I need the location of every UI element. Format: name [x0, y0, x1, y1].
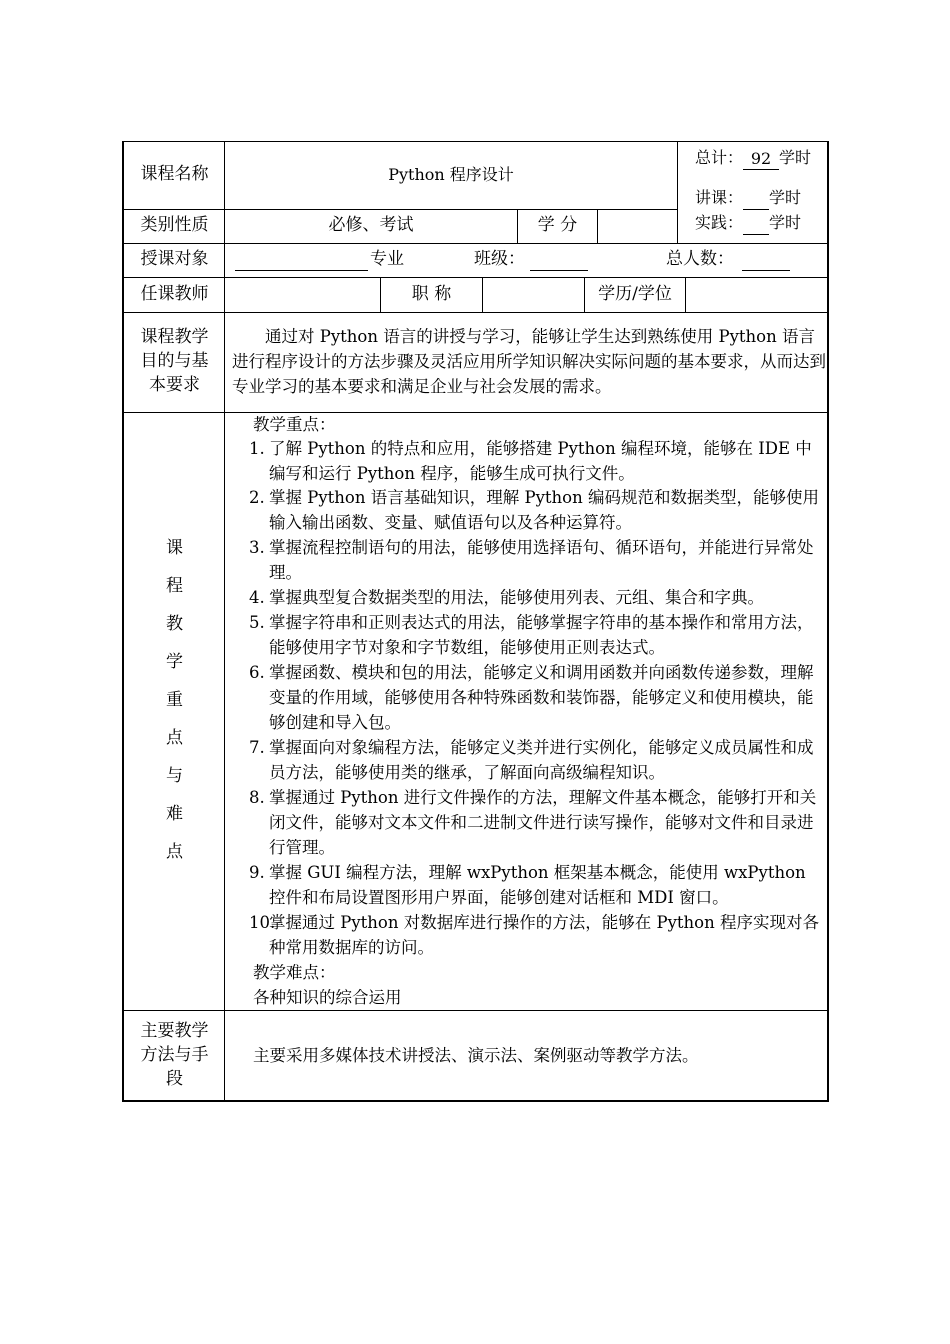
practice-hours	[695, 210, 801, 235]
course-name-label: 课程名称	[140, 164, 209, 184]
divider	[597, 209, 598, 243]
key-item-text: 掌握函数、模块和包的用法，能够定义和调用函数并向函数传递参数，理解变量的作用域，能够使用各种特殊函数和装饰器，能够定义和使用模块，能够创建和导入包。	[269, 663, 814, 732]
key-item-num: 8.	[249, 788, 265, 807]
lecture-blank	[743, 189, 769, 210]
title-label: 职 称	[411, 284, 452, 304]
category-value: 必修、考试	[328, 215, 414, 235]
key-label-char: 难	[166, 804, 183, 824]
major-blank	[235, 270, 368, 271]
key-label-char: 点	[166, 728, 183, 748]
key-label-char: 学	[166, 652, 183, 672]
key-item-num: 2.	[249, 488, 265, 507]
key-item-num: 5.	[249, 613, 265, 632]
practice-blank	[743, 214, 769, 235]
goal-text: 通过对 Python 语言的讲授与学习，能够让学生达到熟练使用 Python 语言进行程序设计的方法步骤及灵活应用所学知识解决实际问题的基本要求，从而达到专业学习的基本要求和满足企业与社会发展的需求。	[232, 327, 826, 396]
total-people-label: 总人数：	[666, 249, 734, 269]
practice-suffix: 学时	[769, 213, 802, 232]
difficulty-heading: 教学难点：	[253, 963, 336, 982]
lecture-suffix: 学时	[769, 188, 802, 207]
key-item-text: 掌握通过 Python 对数据库进行操作的方法，能够在 Python 程序实现对各种常用数据库的访问。	[269, 913, 819, 957]
key-label-char: 程	[166, 576, 183, 596]
teacher-label: 任课教师	[140, 284, 209, 304]
category-label: 类别性质	[140, 215, 209, 235]
course-name: Python 程序设计	[388, 165, 514, 184]
divider	[124, 1010, 827, 1011]
key-label-char: 教	[166, 614, 183, 634]
lecture-hours	[695, 185, 801, 210]
key-label-char: 课	[166, 538, 183, 558]
key-item-text: 掌握典型复合数据类型的用法，能够使用列表、元组、集合和字典。	[269, 588, 764, 607]
key-label-char: 点	[166, 842, 183, 862]
method-label: 主要教学方法与手段	[140, 1021, 209, 1089]
method-text: 主要采用多媒体技术讲授法、演示法、案例驱动等教学方法。	[253, 1046, 699, 1065]
key-item-text: 掌握流程控制语句的用法，能够使用选择语句、循环语句，并能进行异常处理。	[269, 538, 814, 582]
divider	[124, 277, 827, 278]
class-blank	[530, 270, 588, 271]
major-label: 专业	[370, 249, 404, 269]
total-hours	[695, 145, 811, 170]
lecture-prefix: 讲课：	[695, 188, 744, 207]
key-item-num: 1.	[249, 439, 265, 458]
key-item-text: 掌握 Python 语言基础知识，理解 Python 编码规范和数据类型，能够使用输入输出函数、变量、赋值语句以及各种运算符。	[269, 488, 819, 532]
total-people-blank	[742, 270, 790, 271]
key-item-num: 9.	[249, 863, 265, 882]
key-item-text: 了解 Python 的特点和应用，能够搭建 Python 编程环境，能够在 IDE 中编写和运行 Python 程序，能够生成可执行文件。	[269, 439, 812, 483]
divider	[482, 277, 483, 312]
key-item-text: 掌握通过 Python 进行文件操作的方法，理解文件基本概念，能够打开和关闭文件，能够对文本文件和二进制文件进行读写操作，能够对文件和目录进行管理。	[269, 788, 817, 857]
difficulty-text: 各种知识的综合运用	[253, 988, 402, 1007]
key-label	[124, 529, 225, 871]
audience-label: 授课对象	[140, 249, 209, 269]
divider	[685, 277, 686, 312]
key-item-num: 4.	[249, 588, 265, 607]
divider	[677, 142, 678, 243]
key-item-text: 掌握 GUI 编程方法，理解 wxPython 框架基本概念，能使用 wxPython 控件和布局设置图形用户界面，能够创建对话框和 MDI 窗口。	[269, 863, 806, 907]
key-item-num: 10.	[249, 913, 276, 932]
goal-label: 课程教学目的与基本要求	[140, 327, 209, 395]
key-item-num: 7.	[249, 738, 265, 757]
total-suffix: 学时	[779, 148, 812, 167]
divider	[124, 312, 827, 313]
course-table	[122, 141, 829, 1102]
divider	[124, 412, 827, 413]
divider	[124, 209, 225, 210]
key-item-text: 掌握字符串和正则表达式的用法，能够掌握字符串的基本操作和常用方法，能够使用字节对象和字节数组，能够使用正则表达式。	[269, 613, 814, 657]
total-prefix: 总计：	[695, 148, 744, 167]
class-label: 班级：	[474, 249, 525, 269]
key-item-text: 掌握面向对象编程方法，能够定义类并进行实例化，能够定义成员属性和成员方法，能够使用类的继承，了解面向高级编程知识。	[269, 738, 814, 782]
key-item-num: 3.	[249, 538, 265, 557]
total-value: 92	[743, 149, 779, 170]
key-item-num: 6.	[249, 663, 265, 682]
credit-label: 学 分	[537, 215, 578, 235]
divider	[225, 209, 677, 210]
key-label-char: 与	[166, 766, 183, 786]
key-heading: 教学重点：	[253, 415, 336, 434]
divider	[124, 243, 827, 244]
key-label-char: 重	[166, 690, 183, 710]
degree-label: 学历/学位	[598, 284, 672, 304]
practice-prefix: 实践：	[695, 213, 744, 232]
